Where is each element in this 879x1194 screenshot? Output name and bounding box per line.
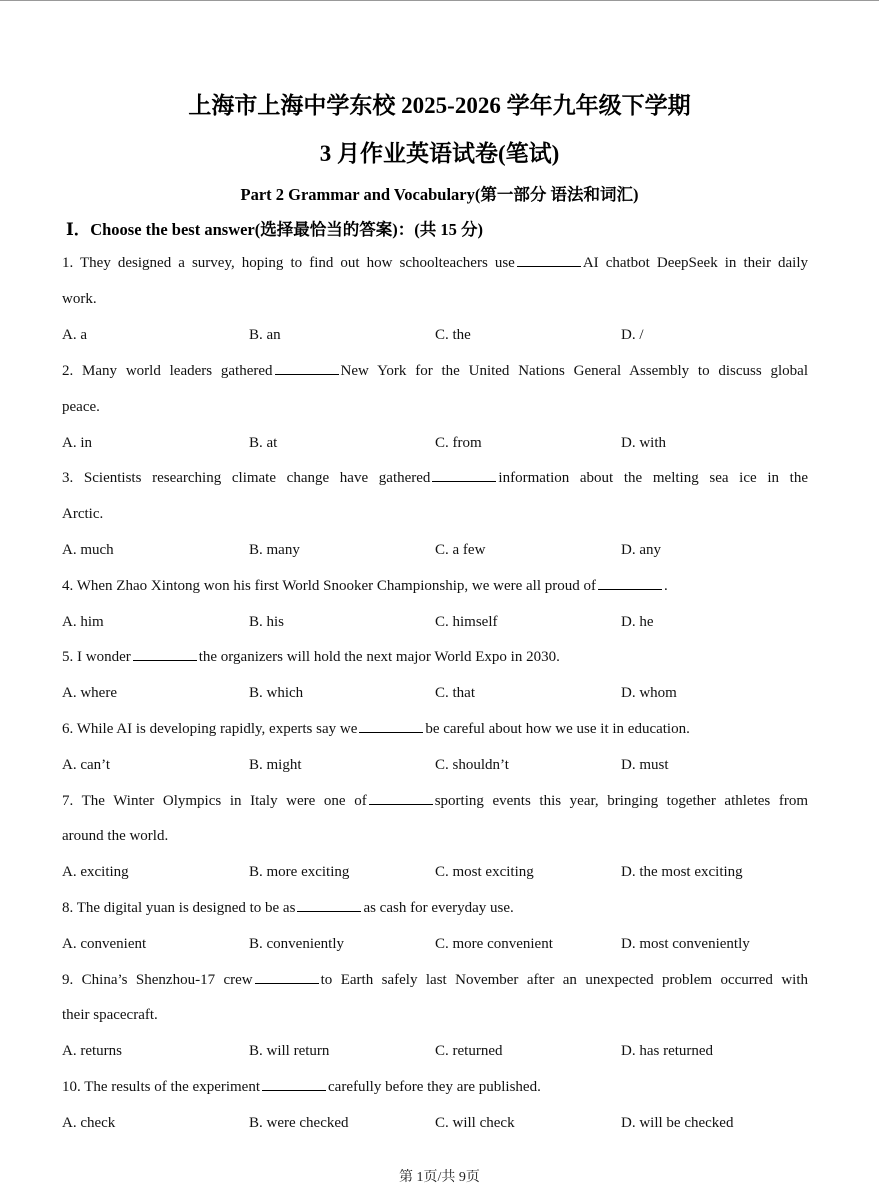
option-d: D. with	[621, 435, 666, 451]
question-9: 9. China’s Shenzhou-17 crew to Earth safely last November after an unexpected problem occurred with	[62, 972, 808, 988]
option-d: D. will be checked	[621, 1115, 734, 1131]
answer-blank	[297, 898, 361, 912]
question-2-cont: peace.	[62, 399, 100, 415]
answer-blank	[359, 719, 423, 733]
page-number: 第 1页/共 9页	[399, 1170, 480, 1185]
option-a: A. check	[62, 1115, 116, 1131]
answer-blank	[369, 791, 433, 805]
option-a: A. in	[62, 435, 92, 451]
answer-blank	[275, 361, 339, 375]
option-a: A. exciting	[62, 864, 129, 880]
option-a: A. returns	[62, 1043, 122, 1059]
option-b: B. an	[249, 327, 281, 343]
question-4: 4. When Zhao Xintong won his first World Snooker Championship, we were all proud of .	[62, 578, 668, 594]
option-b: B. more exciting	[249, 864, 350, 880]
option-c: C. himself	[435, 614, 498, 630]
answer-blank	[432, 468, 496, 482]
option-c: C. will check	[435, 1115, 515, 1131]
option-a: A. a	[62, 327, 87, 343]
question-1-cont: work.	[62, 291, 97, 307]
option-a: A. can’t	[62, 757, 111, 773]
question-1: 1. They designed a survey, hoping to find out how schoolteachers use AI chatbot DeepSeek in their daily	[62, 255, 808, 271]
question-2: 2. Many world leaders gathered New York for the United Nations General Assembly to discuss global	[62, 363, 808, 379]
answer-blank	[517, 253, 581, 267]
option-b: B. were checked	[249, 1115, 349, 1131]
option-c: C. more convenient	[435, 936, 553, 952]
option-c: C. shouldn’t	[435, 757, 509, 773]
option-d: D. must	[621, 757, 669, 773]
option-b: B. conveniently	[249, 936, 344, 952]
question-7-cont: around the world.	[62, 828, 169, 844]
answer-blank	[255, 970, 319, 984]
option-c: C. a few	[435, 542, 486, 558]
question-7: 7. The Winter Olympics in Italy were one of sporting events this year, bringing together athletes from	[62, 793, 808, 809]
option-d: D. has returned	[621, 1043, 714, 1059]
option-d: D. any	[621, 542, 661, 558]
option-d: D. whom	[621, 685, 677, 701]
option-b: B. his	[249, 614, 285, 630]
answer-blank	[598, 576, 662, 590]
question-6: 6. While AI is developing rapidly, experts say we be careful about how we use it in education.	[62, 721, 690, 737]
option-c: C. most exciting	[435, 864, 534, 880]
option-d: D. most conveniently	[621, 936, 750, 952]
option-b: B. which	[249, 685, 304, 701]
option-b: B. at	[249, 435, 278, 451]
option-a: A. much	[62, 542, 114, 558]
exam-title: 上海市上海中学东校 2025-2026 学年九年级下学期	[188, 93, 691, 118]
option-a: A. him	[62, 614, 104, 630]
section-heading: Ⅰ．Choose the best answer(选择最恰当的答案)：(共 15 分)	[66, 220, 483, 239]
question-9-cont: their spacecraft.	[62, 1007, 158, 1023]
question-5: 5. I wonder the organizers will hold the next major World Expo in 2030.	[62, 649, 560, 665]
option-d: D. the most exciting	[621, 864, 743, 880]
option-d: D. he	[621, 614, 654, 630]
exam-subtitle: 3 月作业英语试卷(笔试)	[319, 141, 560, 166]
question-3-cont: Arctic.	[62, 506, 104, 522]
option-b: B. many	[249, 542, 300, 558]
option-b: B. might	[249, 757, 302, 773]
option-c: C. that	[435, 685, 475, 701]
option-a: A. where	[62, 685, 117, 701]
answer-blank	[262, 1077, 326, 1091]
top-rule	[0, 0, 879, 1]
option-b: B. will return	[249, 1043, 330, 1059]
answer-blank	[133, 647, 197, 661]
question-8: 8. The digital yuan is designed to be as as cash for everyday use.	[62, 900, 514, 916]
option-c: C. from	[435, 435, 482, 451]
question-3: 3. Scientists researching climate change have gathered information about the melting sea ice in the	[62, 470, 808, 486]
option-a: A. convenient	[62, 936, 147, 952]
option-c: C. returned	[435, 1043, 503, 1059]
question-10: 10. The results of the experiment carefully before they are published.	[62, 1079, 541, 1095]
option-c: C. the	[435, 327, 471, 343]
option-d: D. /	[621, 327, 644, 343]
part-heading: Part 2 Grammar and Vocabulary(第一部分 语法和词汇)	[240, 185, 639, 204]
